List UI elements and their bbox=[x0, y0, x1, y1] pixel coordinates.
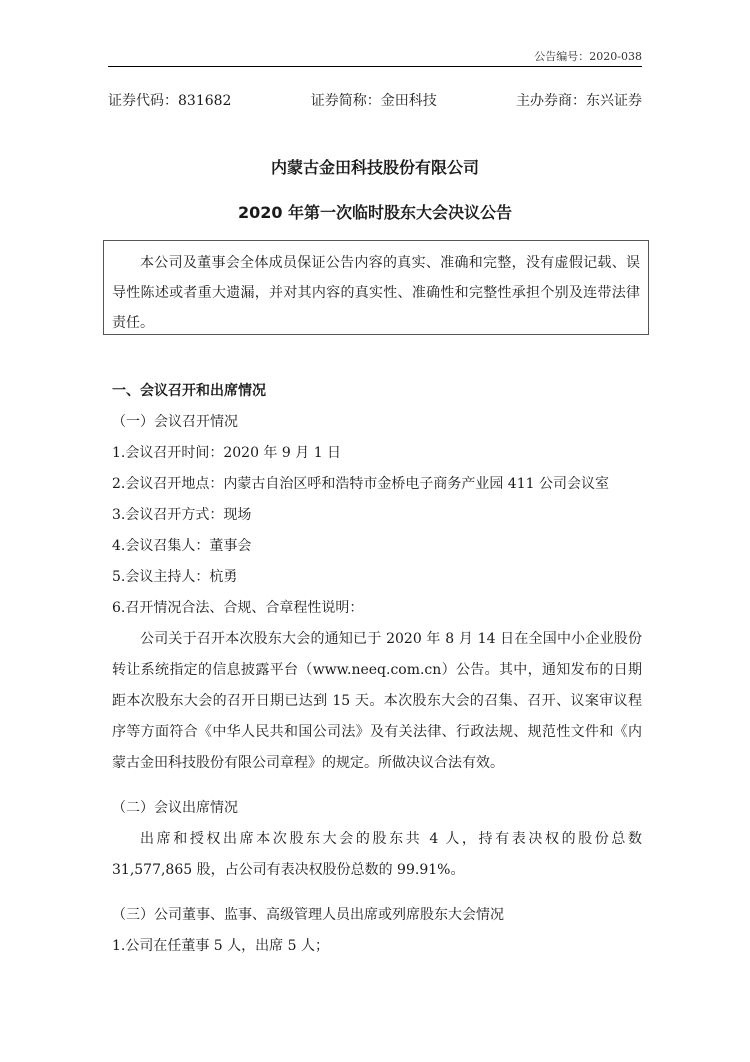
stock-info-line bbox=[108, 90, 642, 110]
list-item-host: 5.会议主持人：杭勇 bbox=[112, 569, 238, 585]
stock-code: 证券代码：831682 bbox=[108, 93, 232, 109]
legality-paragraph: 公司关于召开本次股东大会的通知已于 2020 年 8 月 14 日在全国中小企业股份转让系统指定的信息披露平台（www.neeq.com.cn）公告。其中，通知发布的日期距本次股东大会的召开日期已达到 15 天。本次股东大会的召集、召开、议案审议程序等方面符合《中华人民共和国公司法》及有关法律、行政法规、规范性文件和《内蒙古金田科技股份有限公司章程》的规定。所做决议合法有效。 bbox=[112, 631, 642, 771]
list-item-legality: 6.召开情况合法、合规、合章程性说明： bbox=[112, 600, 364, 616]
section-heading-meeting: 一、会议召开和出席情况 bbox=[112, 383, 266, 399]
list-item-method: 3.会议召开方式：现场 bbox=[112, 507, 252, 523]
list-item-convener: 4.会议召集人：董事会 bbox=[112, 538, 252, 554]
subsection-heading-attendance: （二）会议出席情况 bbox=[112, 800, 238, 816]
notice-number: 公告编号：2020-038 bbox=[534, 50, 642, 63]
sponsor-broker: 主办券商：东兴证券 bbox=[515, 93, 642, 109]
list-item-directors: 1.公司在任董事 5 人，出席 5 人； bbox=[112, 938, 329, 954]
disclaimer-box: 本公司及董事会全体成员保证公告内容的真实、准确和完整，没有虚假记载、误导性陈述或者重大遗漏，并对其内容的真实性、准确性和完整性承担个别及连带法律责任。 bbox=[103, 240, 649, 335]
subsection-heading-officers: （三）公司董事、监事、高级管理人员出席或列席股东大会情况 bbox=[112, 907, 504, 923]
document-body bbox=[112, 375, 642, 962]
subsection-heading-convening: （一）会议召开情况 bbox=[112, 414, 238, 430]
list-item-time: 1.会议召开时间：2020 年 9 月 1 日 bbox=[112, 445, 342, 461]
attendance-paragraph: 出席和授权出席本次股东大会的股东共 4 人，持有表决权的股份总数 31,577,865 股，占公司有表决权股份总数的 99.91%。 bbox=[112, 831, 642, 878]
list-item-location: 2.会议召开地点：内蒙古自治区呼和浩特市金桥电子商务产业园 411 公司会议室 bbox=[112, 476, 609, 492]
header-divider bbox=[108, 66, 642, 67]
company-title: 内蒙古金田科技股份有限公司 bbox=[270, 158, 479, 177]
stock-short-name: 证券简称：金田科技 bbox=[310, 93, 437, 109]
document-title: 2020 年第一次临时股东大会决议公告 bbox=[237, 203, 513, 222]
